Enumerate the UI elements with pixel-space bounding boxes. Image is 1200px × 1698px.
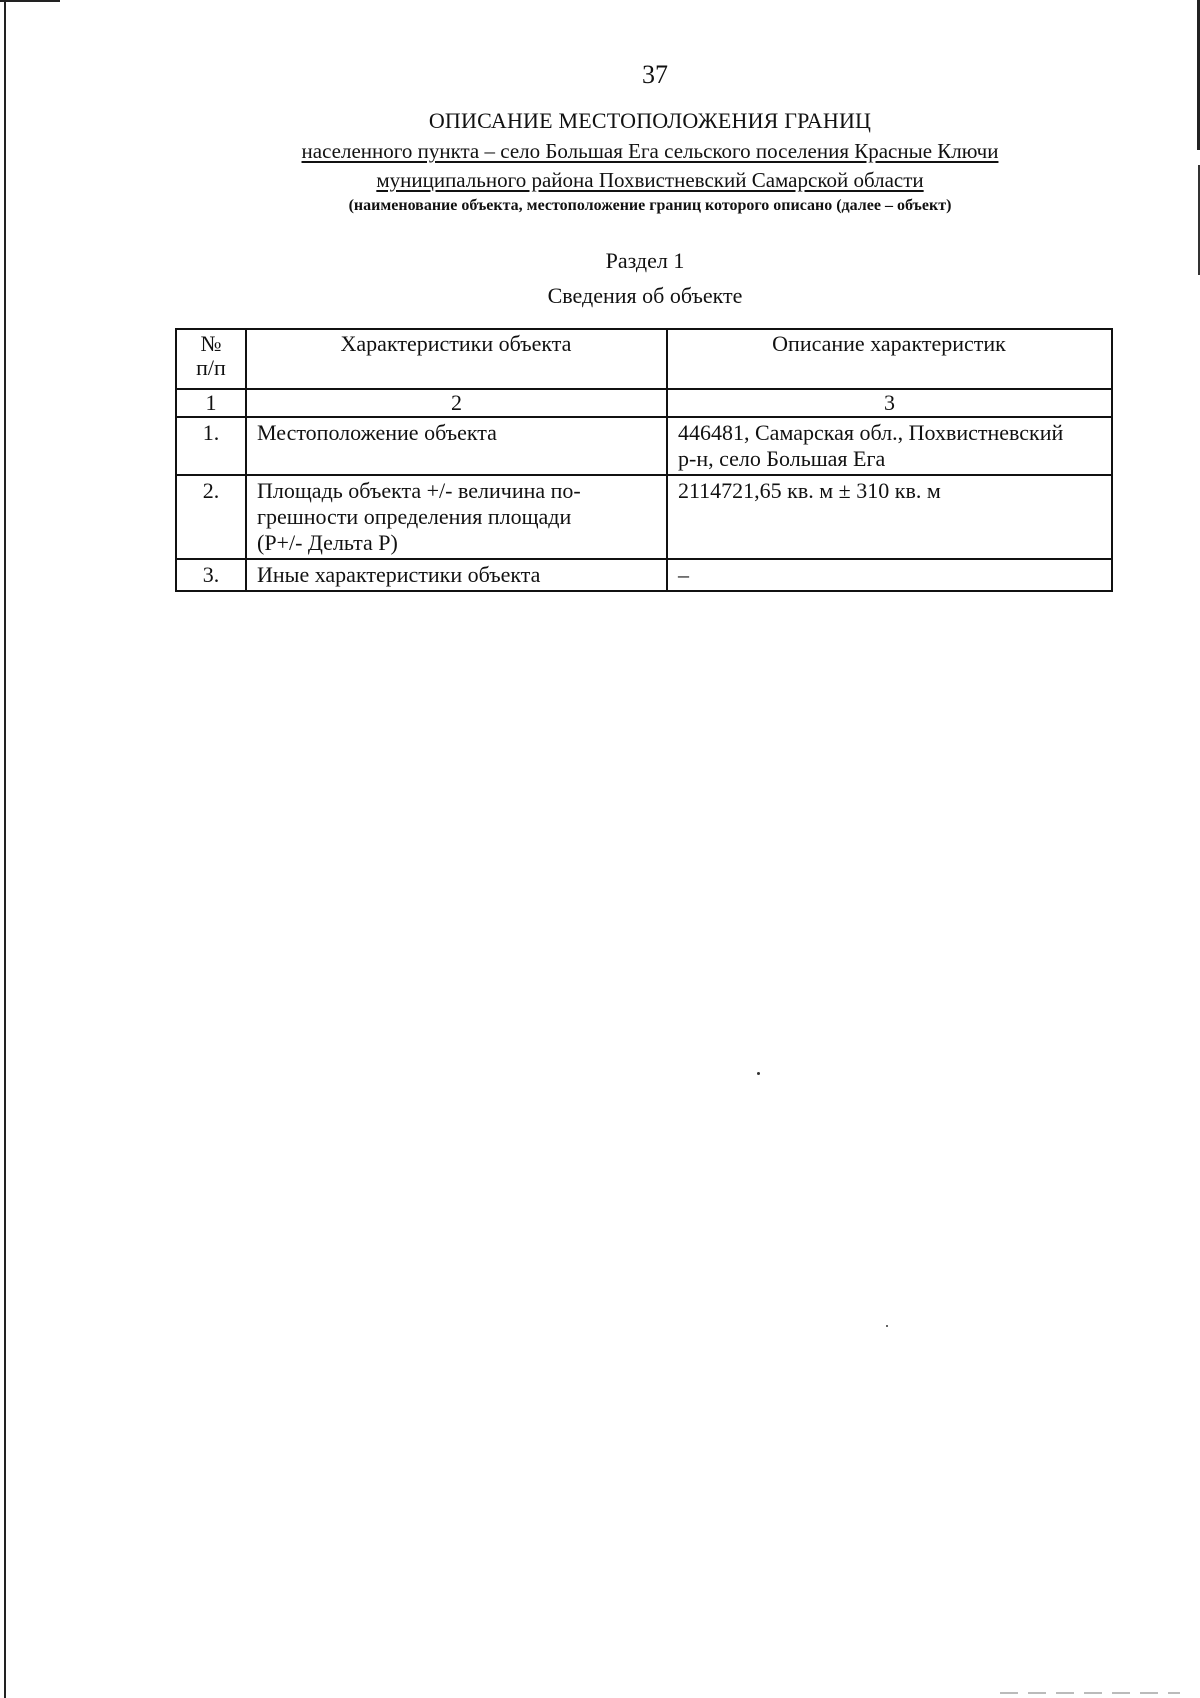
- document-title: ОПИСАНИЕ МЕСТОПОЛОЖЕНИЯ ГРАНИЦ: [428, 108, 872, 133]
- row-characteristic-line: Местоположение объекта: [257, 420, 497, 445]
- row-characteristic-line: Иные характеристики объекта: [257, 562, 541, 587]
- subtitle-line-2-text: муниципального района Похвистневский Самарской области: [376, 168, 924, 192]
- scan-speck: [757, 1072, 760, 1075]
- row-characteristic: [246, 417, 667, 475]
- section-title: Сведения об объекте: [547, 283, 743, 308]
- subtitle-line-1: [0, 139, 1200, 164]
- object-caption: (наименование объекта, местоположение границ которого описано (далее – объект): [348, 197, 952, 214]
- page-number: 37: [642, 60, 668, 89]
- row-description: [667, 417, 1112, 475]
- header-number: [176, 329, 246, 389]
- row-characteristic-line: (Р+/- Дельта Р): [257, 530, 398, 555]
- row-number: 2.: [176, 475, 246, 559]
- row-number: 3.: [176, 559, 246, 591]
- row-description-line: 2114721,65 кв. м ± 310 кв. м: [678, 478, 941, 503]
- header-characteristic: Характеристики объекта: [246, 329, 667, 389]
- row-characteristic-line: грешности определения площади: [257, 504, 572, 529]
- header-number-symbol: №: [200, 331, 222, 356]
- table-row: [176, 417, 1112, 475]
- subtitle-line-2: [0, 168, 1200, 193]
- row-characteristic: [246, 559, 667, 591]
- header-description: Описание характеристик: [667, 329, 1112, 389]
- object-info-table: [175, 328, 1113, 592]
- row-description-line: р-н, село Большая Ега: [678, 446, 886, 471]
- table-row: [176, 559, 1112, 591]
- table-header-row: [176, 329, 1112, 389]
- scan-speck: [886, 1325, 888, 1327]
- subtitle-line-1-text: населенного пункта – село Большая Ега сельского поселения Красные Ключи: [301, 139, 999, 163]
- row-description-line: 446481, Самарская обл., Похвистневский: [678, 420, 1064, 445]
- row-number: 1.: [176, 417, 246, 475]
- scan-edge-top: [0, 0, 60, 2]
- header-number-abbr: п/п: [196, 355, 226, 380]
- row-characteristic-line: Площадь объекта +/- величина по-: [257, 478, 581, 503]
- scan-footer-marks: [1000, 1692, 1180, 1694]
- row-description-line: –: [678, 562, 689, 587]
- table-row: [176, 475, 1112, 559]
- column-number-2: 2: [246, 389, 667, 417]
- section-label: Раздел 1: [605, 248, 685, 273]
- column-number-1: 1: [176, 389, 246, 417]
- row-description: [667, 559, 1112, 591]
- column-number-3: 3: [667, 389, 1112, 417]
- row-characteristic: [246, 475, 667, 559]
- column-number-row: [176, 389, 1112, 417]
- row-description: [667, 475, 1112, 559]
